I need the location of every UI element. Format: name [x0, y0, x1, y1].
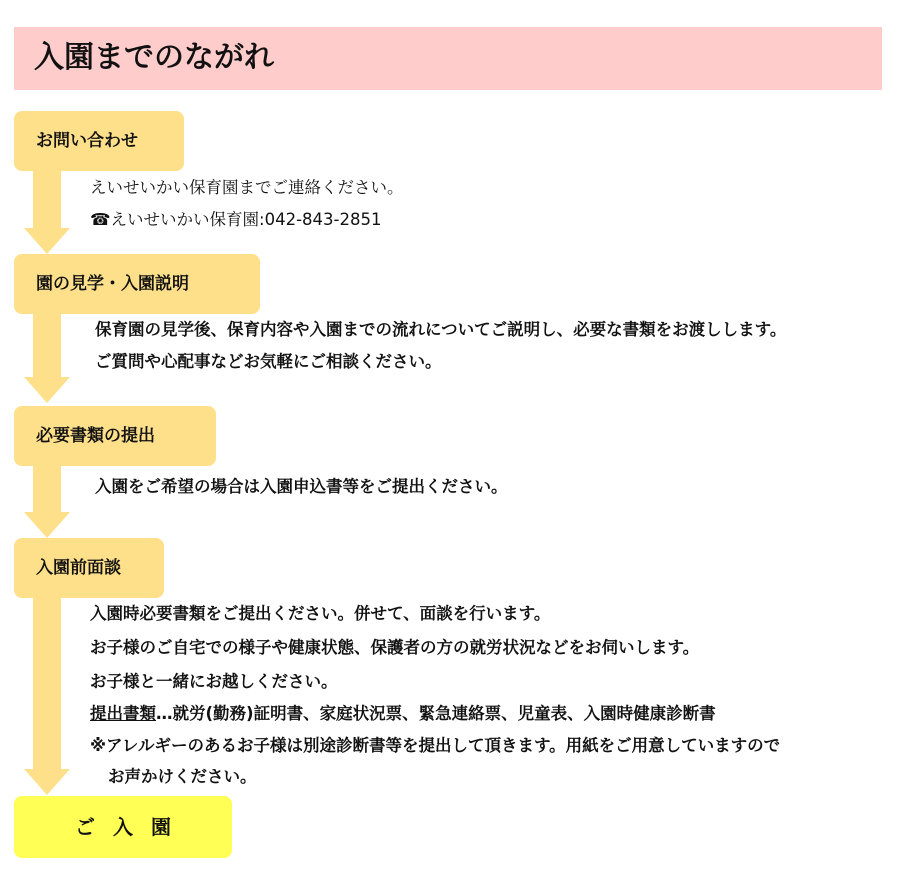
flow-arrow-1	[22, 170, 72, 256]
flow-arrow-4	[22, 597, 72, 797]
phone-contact: ☎えいせいかい保育園:042-843-2851	[90, 210, 382, 229]
allergy-note-cont: お声かけください。	[108, 767, 257, 786]
page-title: 入園までのながれ	[34, 40, 274, 75]
title-banner	[14, 27, 882, 90]
flow-arrow-2	[22, 313, 72, 405]
step-text: 入園をご希望の場合は入園申込書等をご提出ください。	[95, 477, 508, 496]
step-label-inquiry	[14, 111, 184, 171]
final-step-label: ご入園	[75, 815, 189, 839]
step-title: 入園前面談	[36, 558, 121, 578]
step-text: 入園時必要書類をご提出ください。併せて、面談を行います。	[90, 604, 551, 623]
required-documents	[90, 704, 716, 724]
step-title: 園の見学・入園説明	[36, 274, 189, 294]
step-title: 必要書類の提出	[36, 426, 155, 446]
step-label-interview	[14, 538, 164, 598]
final-step-box	[14, 796, 232, 858]
step-text: お子様のご自宅での様子や健康状態、保護者の方の就労状況などをお伺いします。	[90, 638, 700, 657]
step-title: お問い合わせ	[36, 131, 138, 151]
step-text: 保育園の見学後、保育内容や入園までの流れについてご説明し、必要な書類をお渡しします。	[95, 320, 787, 339]
allergy-note: ※アレルギーのあるお子様は別途診断書等を提出して頂きます。用紙をご用意していますので	[90, 736, 781, 755]
documents-list: …就労(勤務)証明書、家庭状況票、緊急連絡票、児童表、入園時健康診断書	[156, 704, 716, 723]
step-label-documents	[14, 406, 216, 466]
step-text: ご質問や心配事などお気軽にご相談ください。	[95, 352, 442, 371]
flow-arrow-3	[22, 466, 72, 540]
step-text: えいせいかい保育園までご連絡ください。	[90, 178, 404, 197]
step-text: お子様と一緒にお越しください。	[90, 672, 338, 691]
documents-label: 提出書類	[90, 704, 156, 723]
step-label-visit	[14, 254, 260, 314]
